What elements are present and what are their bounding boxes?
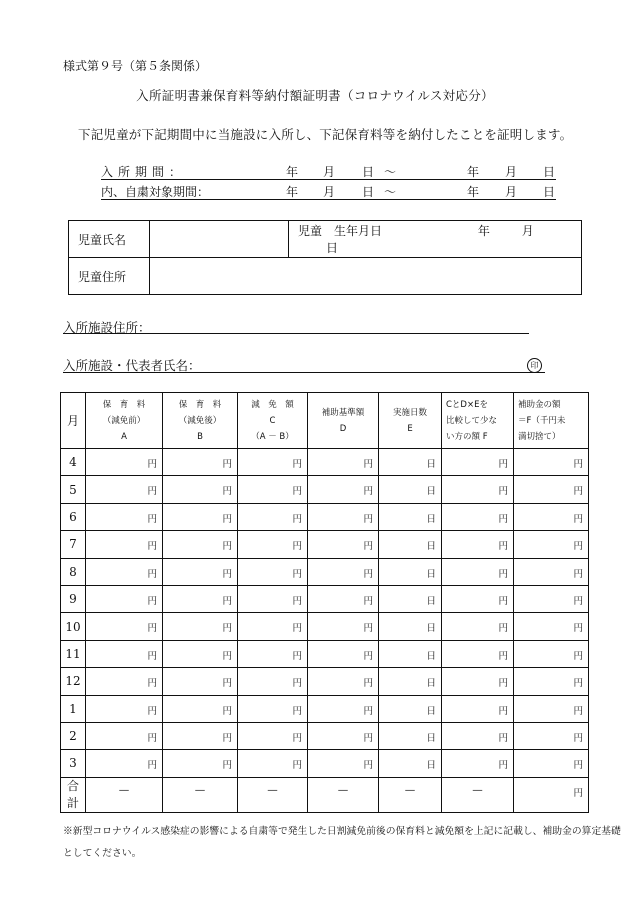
table-row bbox=[61, 640, 589, 667]
month-cell: 9 bbox=[61, 585, 86, 612]
amount-cell[interactable]: 円 bbox=[514, 750, 589, 777]
period-end-day: 日 bbox=[543, 165, 556, 179]
amount-cell[interactable]: 円 bbox=[86, 722, 163, 749]
total-dash-cell: ― bbox=[238, 777, 308, 812]
amount-cell[interactable]: 円 bbox=[308, 640, 379, 667]
restraint-end-day: 日 bbox=[543, 185, 556, 199]
facility-address-label: 入所施設住所： bbox=[63, 320, 151, 335]
amount-cell[interactable]: 円 bbox=[308, 750, 379, 777]
amount-cell[interactable]: 円 bbox=[163, 558, 238, 585]
child-birthdate-label: 児童 生年月日 bbox=[298, 224, 383, 238]
col-header-g: 補助金の額 ＝F（千円未 満切捨て） bbox=[514, 393, 589, 449]
amount-cell[interactable]: 円 bbox=[308, 449, 379, 476]
period-start-month: 月 bbox=[323, 165, 336, 179]
col-header-e: 実施日数 E bbox=[379, 393, 442, 449]
amount-cell[interactable]: 円 bbox=[238, 558, 308, 585]
month-cell: 2 bbox=[61, 722, 86, 749]
amount-cell[interactable]: 円 bbox=[308, 668, 379, 695]
month-cell: 6 bbox=[61, 503, 86, 530]
amount-cell[interactable]: 円 bbox=[86, 585, 163, 612]
restraint-start-month: 月 bbox=[323, 185, 336, 199]
total-dash-cell: ― bbox=[379, 777, 442, 812]
amount-cell[interactable]: 円 bbox=[238, 613, 308, 640]
amount-cell[interactable]: 円 bbox=[86, 503, 163, 530]
month-cell: 8 bbox=[61, 558, 86, 585]
amount-cell[interactable]: 円 bbox=[442, 558, 514, 585]
period-start-day: 日 bbox=[362, 165, 375, 179]
amount-cell[interactable]: 円 bbox=[514, 640, 589, 667]
amount-cell[interactable]: 円 bbox=[442, 585, 514, 612]
total-row bbox=[61, 777, 589, 812]
amount-cell[interactable]: 円 bbox=[86, 668, 163, 695]
amount-cell[interactable]: 円 bbox=[514, 503, 589, 530]
amount-cell[interactable]: 円 bbox=[238, 722, 308, 749]
amount-cell[interactable]: 円 bbox=[442, 722, 514, 749]
month-cell: 7 bbox=[61, 531, 86, 558]
fee-table-header-row bbox=[61, 393, 589, 449]
self-restraint-period-label: 内、自粛対象期間： bbox=[101, 185, 210, 199]
amount-cell[interactable]: 円 bbox=[308, 558, 379, 585]
amount-cell[interactable]: 円 bbox=[514, 449, 589, 476]
amount-cell[interactable]: 円 bbox=[238, 476, 308, 503]
table-row bbox=[61, 503, 589, 530]
amount-cell[interactable]: 円 bbox=[163, 750, 238, 777]
month-cell: 1 bbox=[61, 695, 86, 722]
days-cell[interactable]: 日 bbox=[379, 503, 442, 530]
amount-cell[interactable]: 円 bbox=[238, 640, 308, 667]
days-cell[interactable]: 日 bbox=[379, 476, 442, 503]
birth-day-unit: 日 bbox=[326, 241, 339, 255]
table-row bbox=[61, 476, 589, 503]
facility-rep-label: 入所施設・代表者氏名： bbox=[63, 358, 201, 373]
amount-cell[interactable]: 円 bbox=[238, 750, 308, 777]
table-row bbox=[61, 695, 589, 722]
amount-cell[interactable]: 円 bbox=[442, 503, 514, 530]
days-cell[interactable]: 日 bbox=[379, 640, 442, 667]
period-end-month: 月 bbox=[505, 165, 518, 179]
amount-cell[interactable]: 円 bbox=[514, 585, 589, 612]
child-info-table bbox=[68, 220, 582, 295]
total-dash-cell: ― bbox=[442, 777, 514, 812]
amount-cell[interactable]: 円 bbox=[163, 503, 238, 530]
amount-cell[interactable]: 円 bbox=[442, 476, 514, 503]
amount-cell[interactable]: 円 bbox=[163, 531, 238, 558]
child-name-label: 児童氏名 bbox=[69, 221, 150, 258]
amount-cell[interactable]: 円 bbox=[86, 750, 163, 777]
amount-cell[interactable]: 円 bbox=[442, 668, 514, 695]
amount-cell[interactable]: 円 bbox=[163, 722, 238, 749]
enrollment-period-label: 入所期間： bbox=[101, 165, 187, 179]
amount-cell[interactable]: 円 bbox=[86, 476, 163, 503]
amount-cell[interactable]: 円 bbox=[514, 613, 589, 640]
amount-cell[interactable]: 円 bbox=[163, 613, 238, 640]
amount-cell[interactable]: 円 bbox=[514, 531, 589, 558]
amount-cell[interactable]: 円 bbox=[308, 722, 379, 749]
self-restraint-period-line[interactable] bbox=[101, 199, 556, 200]
seal-mark: 印 bbox=[527, 358, 542, 373]
amount-cell[interactable]: 円 bbox=[442, 640, 514, 667]
amount-cell[interactable]: 円 bbox=[238, 585, 308, 612]
table-row bbox=[61, 668, 589, 695]
amount-cell[interactable]: 円 bbox=[238, 668, 308, 695]
amount-cell[interactable]: 円 bbox=[86, 558, 163, 585]
month-cell: 10 bbox=[61, 613, 86, 640]
amount-cell[interactable]: 円 bbox=[238, 695, 308, 722]
col-header-b: 保 育 料 （減免後） B bbox=[163, 393, 238, 449]
facility-address-line[interactable] bbox=[63, 333, 529, 334]
amount-cell[interactable]: 円 bbox=[514, 476, 589, 503]
amount-cell[interactable]: 円 bbox=[308, 531, 379, 558]
child-address-label: 児童住所 bbox=[69, 258, 150, 295]
amount-cell[interactable]: 円 bbox=[308, 695, 379, 722]
table-row bbox=[61, 722, 589, 749]
col-header-month: 月 bbox=[61, 393, 86, 449]
child-address-field[interactable] bbox=[150, 258, 582, 295]
days-cell[interactable]: 日 bbox=[379, 668, 442, 695]
days-cell[interactable]: 日 bbox=[379, 558, 442, 585]
col-header-d: 補助基準額 D bbox=[308, 393, 379, 449]
days-cell[interactable]: 日 bbox=[379, 585, 442, 612]
period-end-year: 年 bbox=[467, 165, 480, 179]
enrollment-period-line[interactable] bbox=[101, 179, 556, 180]
days-cell[interactable]: 日 bbox=[379, 750, 442, 777]
table-row bbox=[61, 750, 589, 777]
amount-cell[interactable]: 円 bbox=[442, 613, 514, 640]
amount-cell[interactable]: 円 bbox=[163, 585, 238, 612]
table-row bbox=[61, 585, 589, 612]
col-header-a: 保 育 料 （減免前） A bbox=[86, 393, 163, 449]
amount-cell[interactable]: 円 bbox=[86, 613, 163, 640]
amount-cell[interactable]: 円 bbox=[238, 503, 308, 530]
table-row bbox=[61, 613, 589, 640]
table-row bbox=[61, 449, 589, 476]
amount-cell[interactable]: 円 bbox=[308, 503, 379, 530]
amount-cell[interactable]: 円 bbox=[86, 449, 163, 476]
amount-cell[interactable]: 円 bbox=[163, 695, 238, 722]
document-title: 入所証明書兼保育料等納付額証明書（コロナウイルス対応分） bbox=[136, 88, 494, 103]
certification-statement: 下記児童が下記期間中に当施設に入所し、下記保育料等を納付したことを証明します。 bbox=[78, 127, 573, 142]
total-dash-cell: ― bbox=[163, 777, 238, 812]
month-cell: 4 bbox=[61, 449, 86, 476]
amount-cell[interactable]: 円 bbox=[163, 449, 238, 476]
days-cell[interactable]: 日 bbox=[379, 531, 442, 558]
child-birthdate-cell[interactable] bbox=[289, 221, 582, 258]
amount-cell[interactable]: 円 bbox=[86, 695, 163, 722]
month-cell: 5 bbox=[61, 476, 86, 503]
amount-cell[interactable]: 円 bbox=[163, 668, 238, 695]
total-dash-cell: ― bbox=[86, 777, 163, 812]
days-cell[interactable]: 日 bbox=[379, 613, 442, 640]
total-label: 合 計 bbox=[61, 777, 86, 812]
total-amount-cell[interactable]: 円 bbox=[514, 777, 589, 812]
days-cell[interactable]: 日 bbox=[379, 695, 442, 722]
amount-cell[interactable]: 円 bbox=[514, 695, 589, 722]
month-cell: 3 bbox=[61, 750, 86, 777]
amount-cell[interactable]: 円 bbox=[308, 476, 379, 503]
amount-cell[interactable]: 円 bbox=[442, 531, 514, 558]
amount-cell[interactable]: 円 bbox=[514, 668, 589, 695]
amount-cell[interactable]: 円 bbox=[86, 531, 163, 558]
amount-cell[interactable]: 円 bbox=[163, 640, 238, 667]
period-start-year: 年 bbox=[286, 165, 299, 179]
restraint-end-month: 月 bbox=[505, 185, 518, 199]
month-cell: 11 bbox=[61, 640, 86, 667]
col-header-c: 減 免 額 C （A － B） bbox=[238, 393, 308, 449]
days-cell[interactable]: 日 bbox=[379, 449, 442, 476]
month-cell: 12 bbox=[61, 668, 86, 695]
child-name-field[interactable] bbox=[150, 221, 289, 258]
amount-cell[interactable]: 円 bbox=[308, 613, 379, 640]
birth-month-unit: 月 bbox=[521, 224, 534, 238]
total-dash-cell: ― bbox=[308, 777, 379, 812]
birth-year-unit: 年 bbox=[477, 224, 490, 238]
amount-cell[interactable]: 円 bbox=[308, 585, 379, 612]
amount-cell[interactable]: 円 bbox=[442, 750, 514, 777]
fee-table bbox=[60, 392, 589, 813]
footnote: ※新型コロナウイルス感染症の影響による自粛等で発生した日割減免前後の保育料と減免額を上記に記載し、補助金の算定基礎としてください。 bbox=[63, 826, 621, 859]
restraint-start-year: 年 bbox=[286, 185, 299, 199]
amount-cell[interactable]: 円 bbox=[238, 449, 308, 476]
period-tilde: ～ bbox=[384, 165, 397, 179]
restraint-end-year: 年 bbox=[467, 185, 480, 199]
form-number: 様式第９号（第５条関係） bbox=[63, 59, 208, 73]
amount-cell[interactable]: 円 bbox=[238, 531, 308, 558]
facility-rep-line[interactable] bbox=[63, 372, 545, 373]
restraint-tilde: ～ bbox=[384, 185, 397, 199]
amount-cell[interactable]: 円 bbox=[514, 722, 589, 749]
col-header-f: CとD×Eを 比較して少な い方の額 F bbox=[442, 393, 514, 449]
table-row bbox=[61, 531, 589, 558]
amount-cell[interactable]: 円 bbox=[442, 449, 514, 476]
amount-cell[interactable]: 円 bbox=[442, 695, 514, 722]
table-row bbox=[61, 558, 589, 585]
days-cell[interactable]: 日 bbox=[379, 722, 442, 749]
restraint-start-day: 日 bbox=[362, 185, 375, 199]
amount-cell[interactable]: 円 bbox=[86, 640, 163, 667]
amount-cell[interactable]: 円 bbox=[163, 476, 238, 503]
amount-cell[interactable]: 円 bbox=[514, 558, 589, 585]
